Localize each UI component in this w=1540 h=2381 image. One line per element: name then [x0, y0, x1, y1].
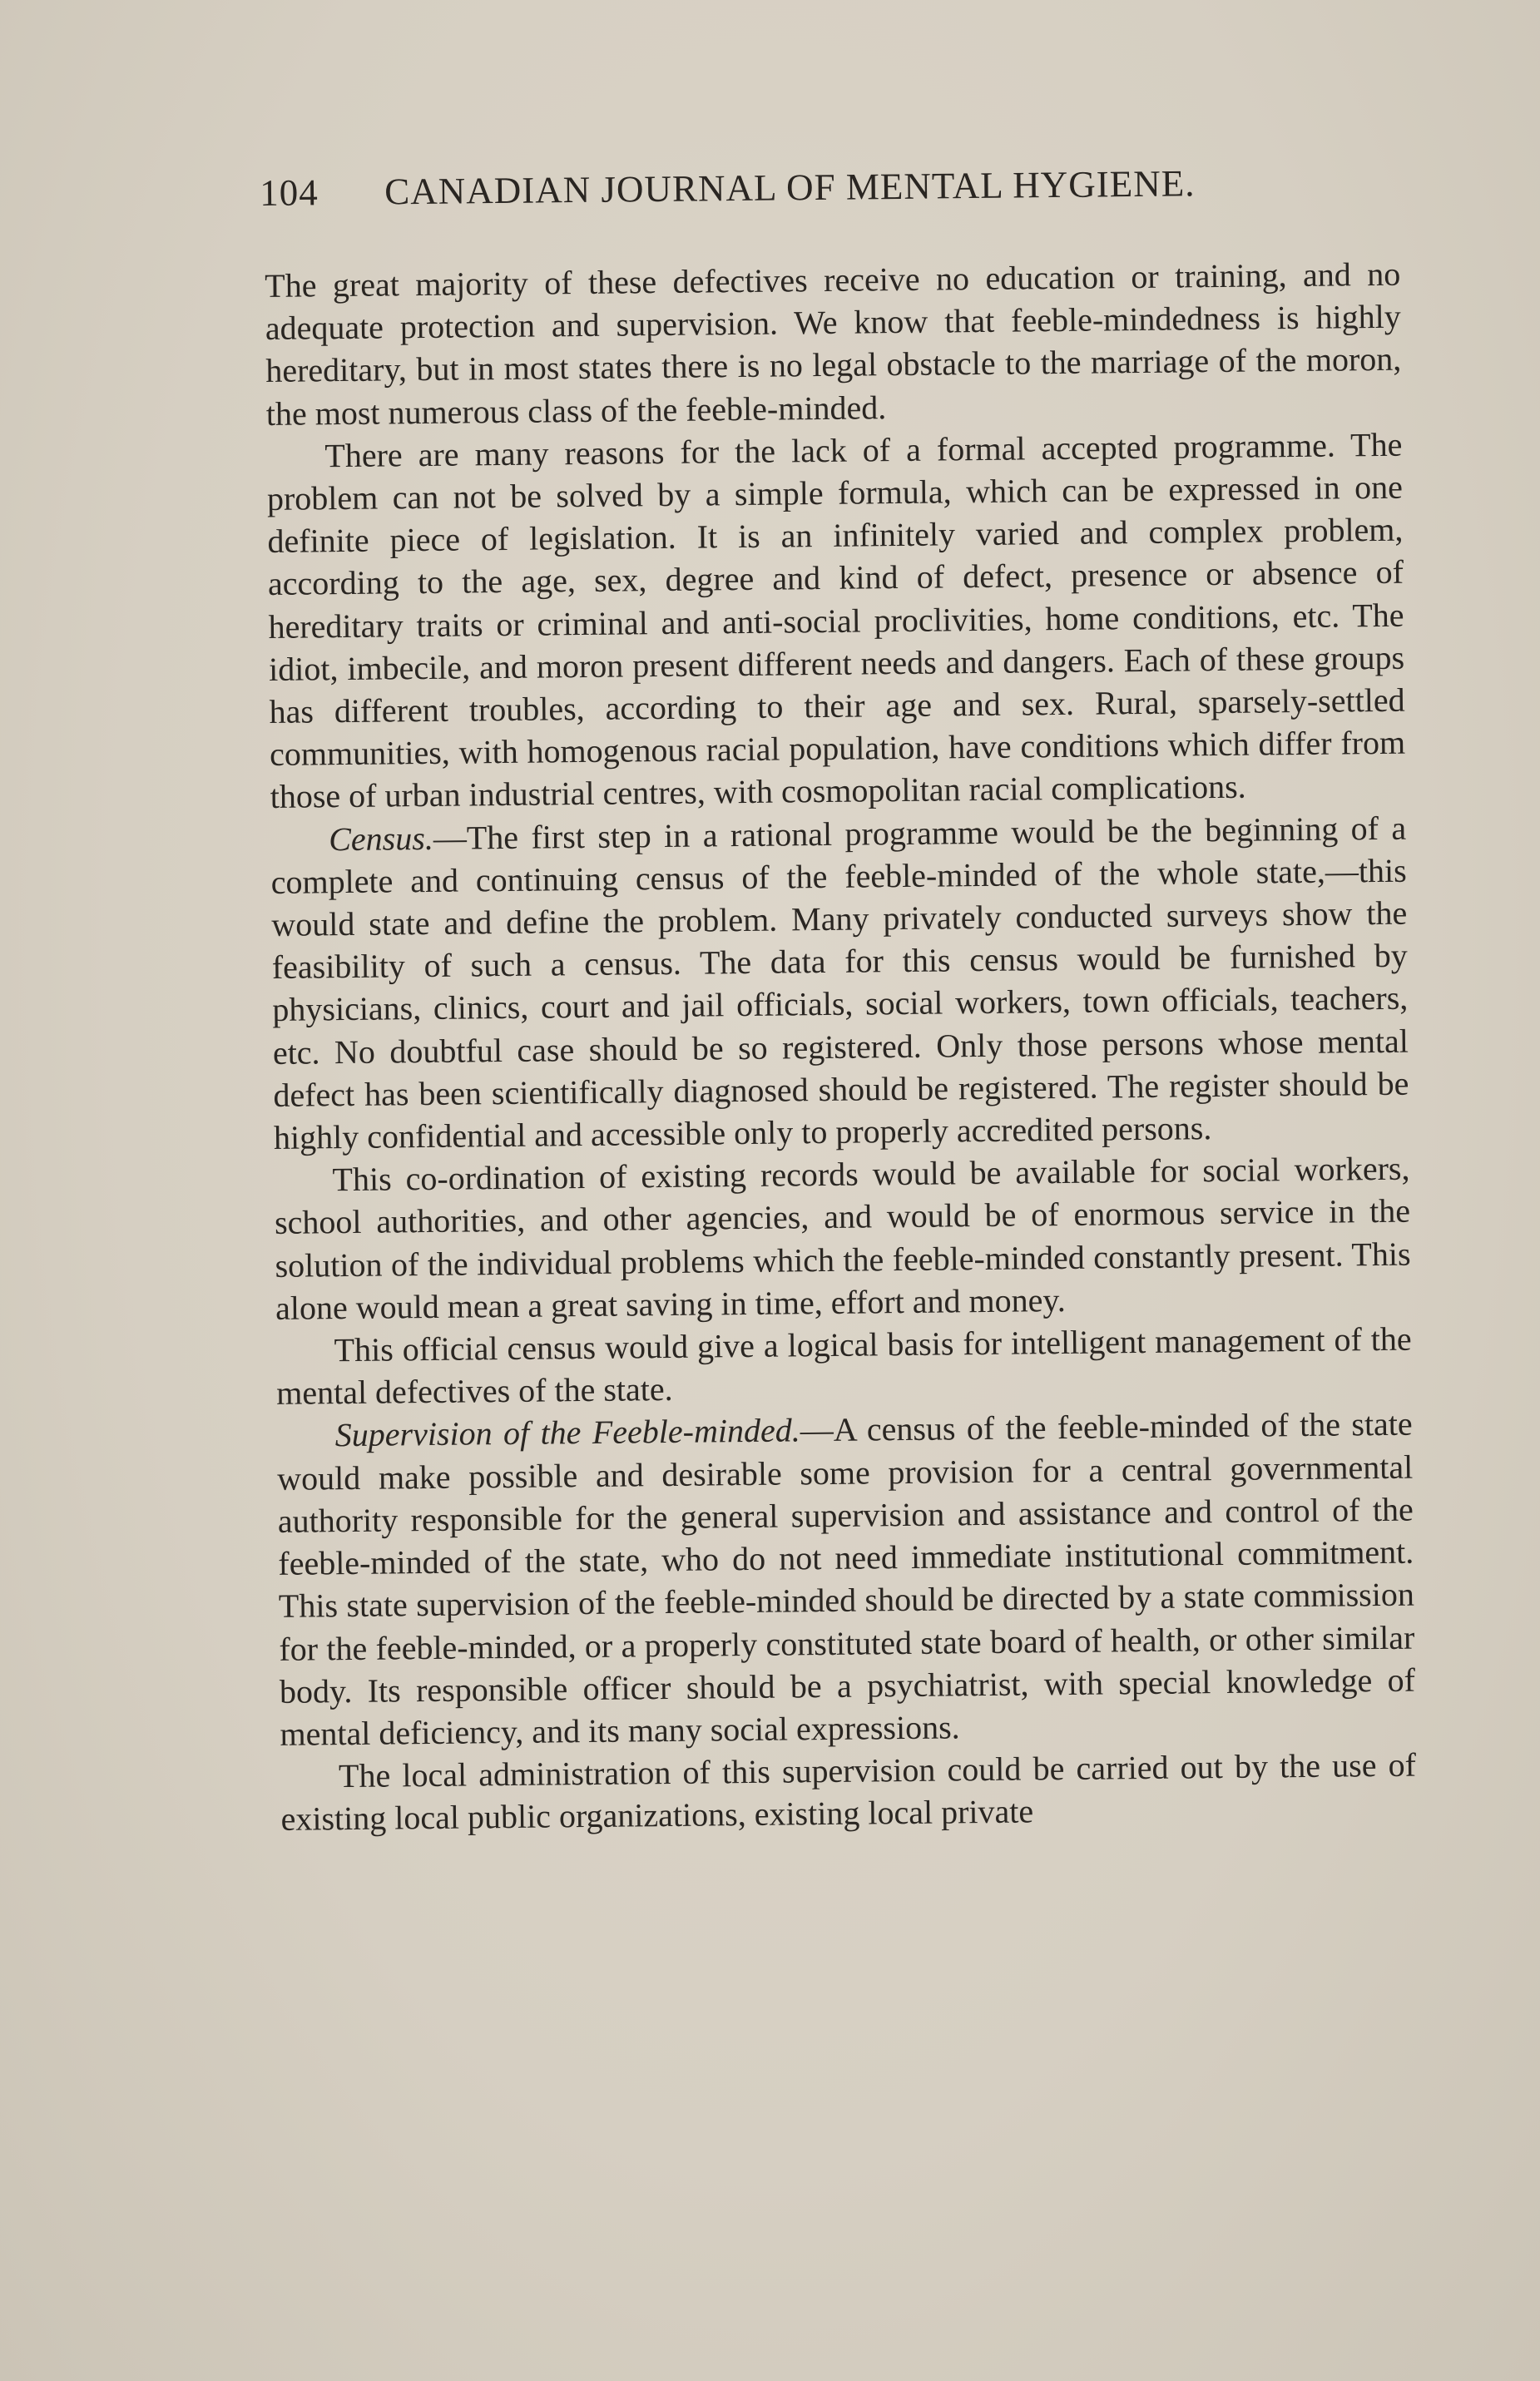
paragraph-text: —The first step in a rational programme would be the beginning of a complete and continuing census of the feeble-minded of the whole state,—this would state and define the problem. Many privately conducted surveys show the feasibility of such a census. The data for this census would be furnished by physicians, clinics, court and jail officials, social workers, town officials, teachers, etc. No doubtful case should be so registered. Only those persons whose mental defect has been scientifically diagnosed should be registered. The register should be highly confidential and accessible only to properly accredited persons.: [270, 809, 1409, 1157]
paragraph-text: This co-ordination of existing records would be available for social workers, school authorities, and other agencies, and would be of enormous service in the solution of the individual problems which the feeble-minded constantly present. This alone would mean a great saving in time, effort and money.: [274, 1149, 1411, 1327]
paragraph-census: [270, 806, 1409, 1159]
paragraph-supervision: [276, 1403, 1415, 1755]
paragraph-4: [274, 1147, 1411, 1329]
section-lead-census: Census.: [328, 819, 434, 858]
paragraph-text: The local administration of this supervision could be carried out by the use of existing local public organizations, existing local private: [280, 1745, 1417, 1839]
page-number: 104: [260, 171, 319, 214]
paragraph-text: There are many reasons for the lack of a formal accepted programme. The problem can not be solved by a simple formula, which can be expressed in one definite piece of legislation. It is an infinitely varied and complex problem, according to the age, sex, degree and kind of defect, presence or absence of hereditary traits or criminal and anti-social proclivities, home conditions, etc. The idiot, imbecile, and moron present different needs and dangers. Each of these groups has different troubles, according to their age and sex. Rural, sparsely-settled communities, with homogenous racial population, have conditions which differ from those of urban industrial centres, with cosmopolitan racial complications.: [266, 425, 1406, 816]
running-title: CANADIAN JOURNAL OF MENTAL HYGIENE.: [384, 162, 1196, 213]
section-lead-supervision: Supervision of the Feeble-minded.: [334, 1411, 800, 1454]
paragraph-7: [280, 1744, 1417, 1841]
paragraph-1: [265, 253, 1402, 435]
paragraph-2: [266, 423, 1406, 819]
paragraph-5: [275, 1318, 1412, 1415]
paragraph-text: This official census would give a logical basis for intelligent management of the mental defectives of the state.: [275, 1319, 1412, 1413]
paragraph-text: The great majority of these defectives receive no education or training, and no adequate protection and supervision. We know that feeble-mindedness is highly hereditary, but in most states there is no legal obstacle to the marriage of the moron, the most numerous class of the feeble-minded.: [265, 255, 1402, 433]
article-body: [265, 253, 1417, 1841]
paragraph-text: —A census of the feeble-minded of the state would make possible and desirable some provision for a central governmental authority responsible for the general supervision and assistance and control of the feeble-minded of the state, who do not need immediate institutional commitment. This state supervision of the feeble-minded should be directed by a state commission for the feeble-minded, or a properly constituted state board of health, or other similar body. Its responsible officer should be a psychiatrist, with special knowledge of mental deficiency, and its many social expressions.: [277, 1405, 1416, 1753]
running-header: [260, 161, 1292, 221]
